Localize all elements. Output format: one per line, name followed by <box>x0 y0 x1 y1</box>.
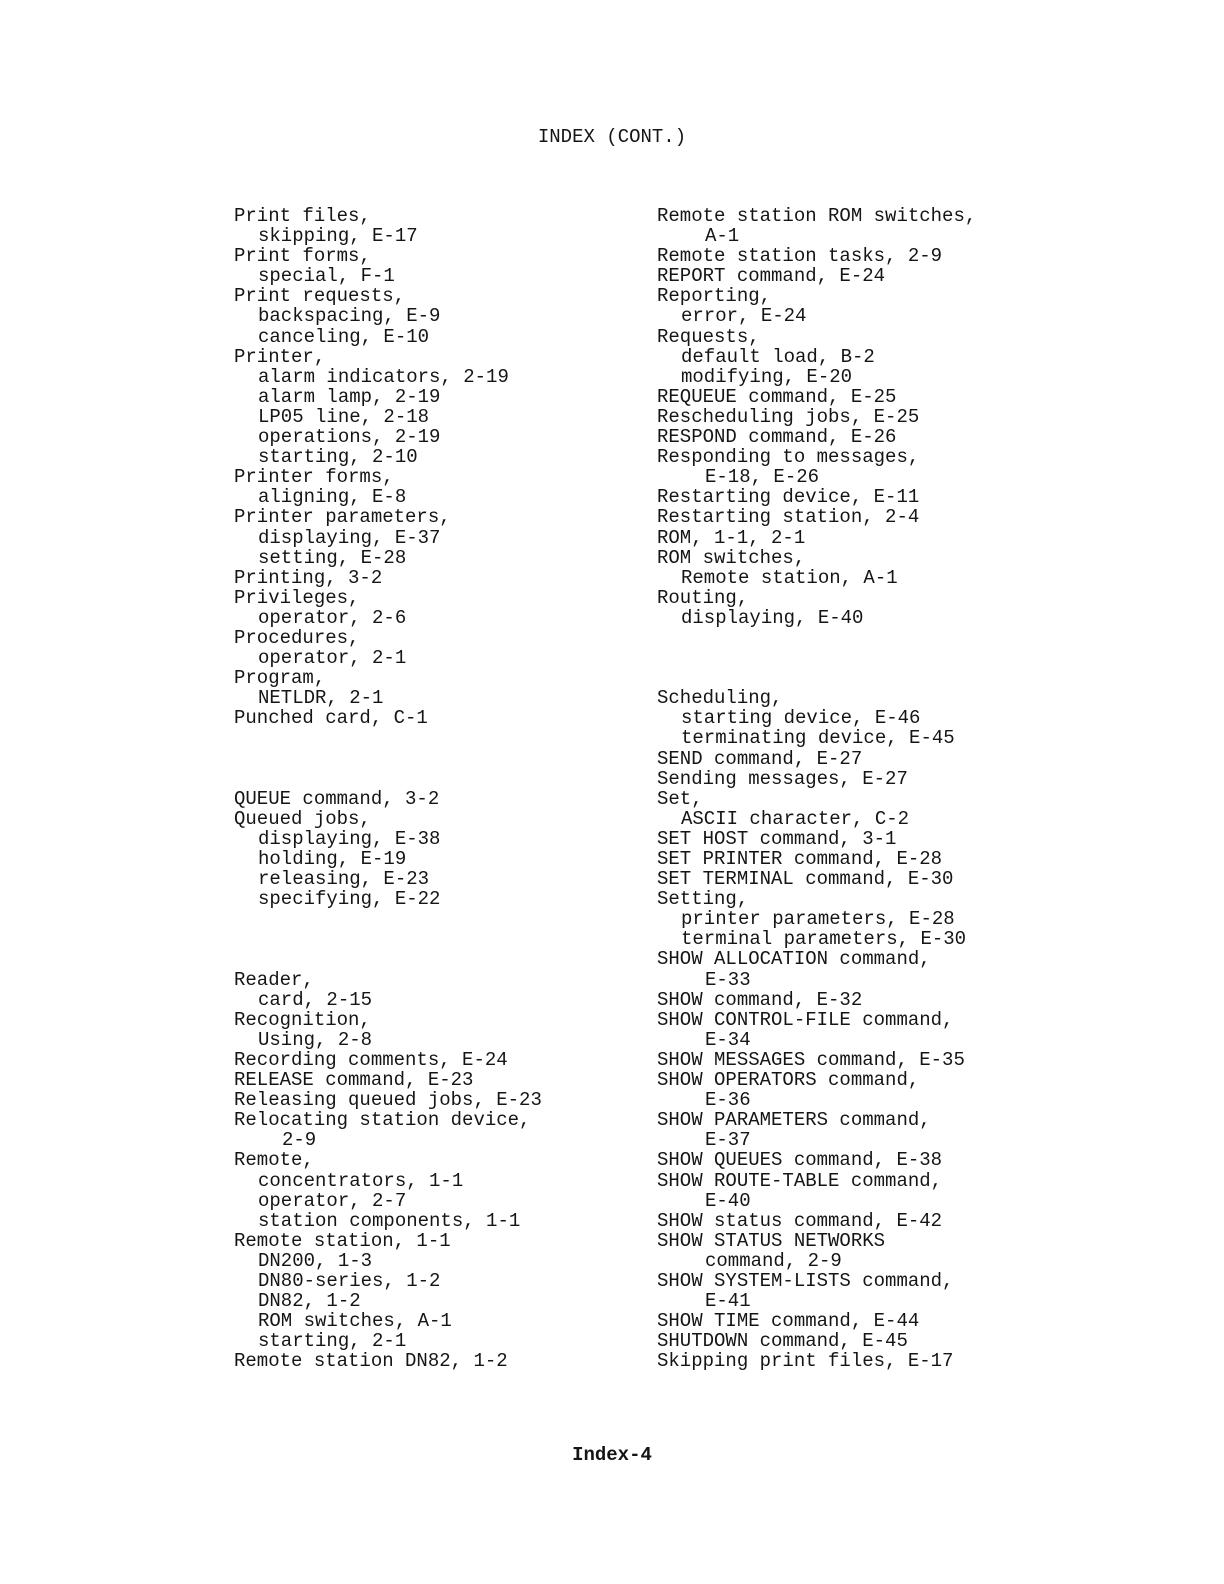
index-entry: Printer, <box>234 345 326 368</box>
index-subentry: alarm lamp, 2-19 <box>258 385 441 408</box>
index-subentry: E-41 <box>705 1290 751 1313</box>
index-entry: Remote station ROM switches, <box>657 205 977 227</box>
index-subentry: skipping, E-17 <box>258 225 418 248</box>
index-spacer <box>234 929 634 949</box>
index-subentry: terminating device, E-45 <box>681 727 955 750</box>
index-subentry: E-36 <box>705 1089 751 1112</box>
index-spacer <box>234 728 634 748</box>
index-entry: Rescheduling jobs, E-25 <box>657 405 920 428</box>
index-subentry: holding, E-19 <box>258 848 407 870</box>
index-subentry: operator, 2-6 <box>258 606 407 629</box>
index-subentry: setting, E-28 <box>258 546 407 569</box>
index-entry: SHOW OPERATORS command, <box>657 1069 920 1092</box>
index-subentry: displaying, E-40 <box>681 606 864 629</box>
index-entry: Set, <box>657 787 703 810</box>
index-subentry: terminal parameters, E-30 <box>681 928 967 951</box>
index-subentry: starting, 2-10 <box>258 446 418 469</box>
index-subentry: E-33 <box>705 968 751 991</box>
page-number: Index-4 <box>572 1444 652 1466</box>
index-entry: SHOW ROUTE-TABLE command, <box>657 1169 943 1192</box>
index-spacer <box>657 648 1097 668</box>
index-entry: Reporting, <box>657 285 772 308</box>
index-subentry: A-1 <box>705 225 740 248</box>
index-subentry: special, F-1 <box>258 265 395 288</box>
index-entry: Remote, <box>234 1149 314 1172</box>
index-subentry: backspacing, E-9 <box>258 305 441 328</box>
index-entry: Remote station, 1-1 <box>234 1229 451 1252</box>
index-entry: SHOW status command, E-42 <box>657 1209 943 1232</box>
index-subentry: ASCII character, C-2 <box>681 807 910 830</box>
index-spacer <box>234 949 634 969</box>
index-entry: Setting, <box>657 888 749 911</box>
index-entry: QUEUE command, 3-2 <box>234 787 440 810</box>
index-entry: Recognition, <box>234 1008 371 1031</box>
index-entry: Program, <box>234 667 326 690</box>
index-entry: Print files, <box>234 205 371 227</box>
index-entry: ROM switches, <box>657 546 806 569</box>
index-subentry: card, 2-15 <box>258 988 373 1011</box>
index-entry: ROM, 1-1, 2-1 <box>657 526 806 549</box>
index-subentry: displaying, E-38 <box>258 827 441 850</box>
index-subentry: operator, 2-7 <box>258 1189 407 1212</box>
index-entry: Remote station DN82, 1-2 <box>234 1350 508 1373</box>
index-subentry: DN80-series, 1-2 <box>258 1269 441 1292</box>
index-entry: SHOW STATUS NETWORKS <box>657 1229 886 1252</box>
index-subentry: ROM switches, A-1 <box>258 1310 452 1333</box>
index-entry: Responding to messages, <box>657 446 920 469</box>
index-entry: Skipping print files, E-17 <box>657 1350 954 1373</box>
index-spacer <box>657 628 1097 648</box>
index-entry: Restarting device, E-11 <box>657 486 920 509</box>
index-subentry: alarm indicators, 2-19 <box>258 365 509 388</box>
index-entry: SHOW SYSTEM-LISTS command, <box>657 1269 954 1292</box>
index-entry: SEND command, E-27 <box>657 747 863 770</box>
index-subentry: 2-9 <box>282 1129 317 1152</box>
index-subentry: Remote station, A-1 <box>681 566 898 589</box>
index-spacer <box>657 668 1097 688</box>
index-entry: SHOW TIME command, E-44 <box>657 1310 920 1333</box>
index-subentry: LP05 line, 2-18 <box>258 405 430 428</box>
index-entry: Queued jobs, <box>234 807 371 830</box>
index-subentry: command, 2-9 <box>705 1249 842 1272</box>
index-entry: RELEASE command, E-23 <box>234 1069 474 1092</box>
index-subentry: error, E-24 <box>681 305 807 328</box>
index-entry: Reader, <box>234 968 314 991</box>
index-entry: Releasing queued jobs, E-23 <box>234 1089 542 1112</box>
index-column-left <box>234 206 634 1371</box>
index-entry: Printer parameters, <box>234 506 451 529</box>
index-entry: Scheduling, <box>657 687 783 710</box>
index-entry: SHOW command, E-32 <box>657 988 863 1011</box>
index-entry: Requests, <box>657 325 760 348</box>
index-entry: Recording comments, E-24 <box>234 1048 508 1071</box>
index-entry: Routing, <box>657 586 749 609</box>
index-entry: Restarting station, 2-4 <box>657 506 920 529</box>
index-subentry: Using, 2-8 <box>258 1028 373 1051</box>
index-subentry: default load, B-2 <box>681 345 875 368</box>
index-entry: Privileges, <box>234 586 360 609</box>
index-spacer <box>234 769 634 789</box>
index-subentry: operations, 2-19 <box>258 426 441 449</box>
index-subentry: displaying, E-37 <box>258 526 441 549</box>
index-entry: Print forms, <box>234 245 371 268</box>
index-entry: SET HOST command, 3-1 <box>657 827 897 850</box>
index-subentry: starting, 2-1 <box>258 1330 407 1353</box>
index-entry: Remote station tasks, 2-9 <box>657 245 943 268</box>
index-subentry: DN200, 1-3 <box>258 1249 373 1272</box>
index-entry: Print requests, <box>234 285 406 308</box>
index-entry: RESPOND command, E-26 <box>657 426 897 449</box>
page-title: INDEX (CONT.) <box>537 126 687 148</box>
index-subentry: releasing, E-23 <box>258 868 430 891</box>
index-spacer <box>234 749 634 769</box>
index-entry: SET PRINTER command, E-28 <box>657 848 943 870</box>
index-entry: SET TERMINAL command, E-30 <box>657 868 954 891</box>
index-subentry: specifying, E-22 <box>258 888 441 911</box>
index-subentry: NETLDR, 2-1 <box>258 687 384 710</box>
index-subentry: modifying, E-20 <box>681 365 853 388</box>
index-entry: Relocating station device, <box>234 1109 531 1132</box>
index-subentry: starting device, E-46 <box>681 707 921 730</box>
index-subentry: concentrators, 1-1 <box>258 1169 464 1192</box>
index-subentry: E-40 <box>705 1189 751 1212</box>
index-subentry: aligning, E-8 <box>258 486 407 509</box>
index-entry: SHOW MESSAGES command, E-35 <box>657 1048 965 1071</box>
index-subentry: DN82, 1-2 <box>258 1290 361 1313</box>
index-subentry: canceling, E-10 <box>258 325 430 348</box>
index-entry: SHOW QUEUES command, E-38 <box>657 1149 943 1172</box>
index-entry: Punched card, C-1 <box>234 707 428 730</box>
index-entry: Procedures, <box>234 626 360 649</box>
index-subentry: E-37 <box>705 1129 751 1152</box>
index-subentry: E-18, E-26 <box>705 466 820 489</box>
index-entry: REPORT command, E-24 <box>657 265 886 288</box>
index-spacer <box>234 909 634 929</box>
index-entry: SHUTDOWN command, E-45 <box>657 1330 908 1353</box>
index-subentry: printer parameters, E-28 <box>681 908 955 931</box>
index-subentry: station components, 1-1 <box>258 1209 521 1232</box>
index-entry: SHOW ALLOCATION command, <box>657 948 931 971</box>
index-entry: REQUEUE command, E-25 <box>657 385 897 408</box>
index-subentry: operator, 2-1 <box>258 647 407 670</box>
index-entry: Printing, 3-2 <box>234 566 383 589</box>
index-column-right <box>657 206 1097 1371</box>
index-entry: Printer forms, <box>234 466 394 489</box>
index-entry: Sending messages, E-27 <box>657 767 908 790</box>
index-entry: SHOW CONTROL-FILE command, <box>657 1008 954 1031</box>
index-entry: SHOW PARAMETERS command, <box>657 1109 931 1132</box>
index-subentry: E-34 <box>705 1028 751 1051</box>
